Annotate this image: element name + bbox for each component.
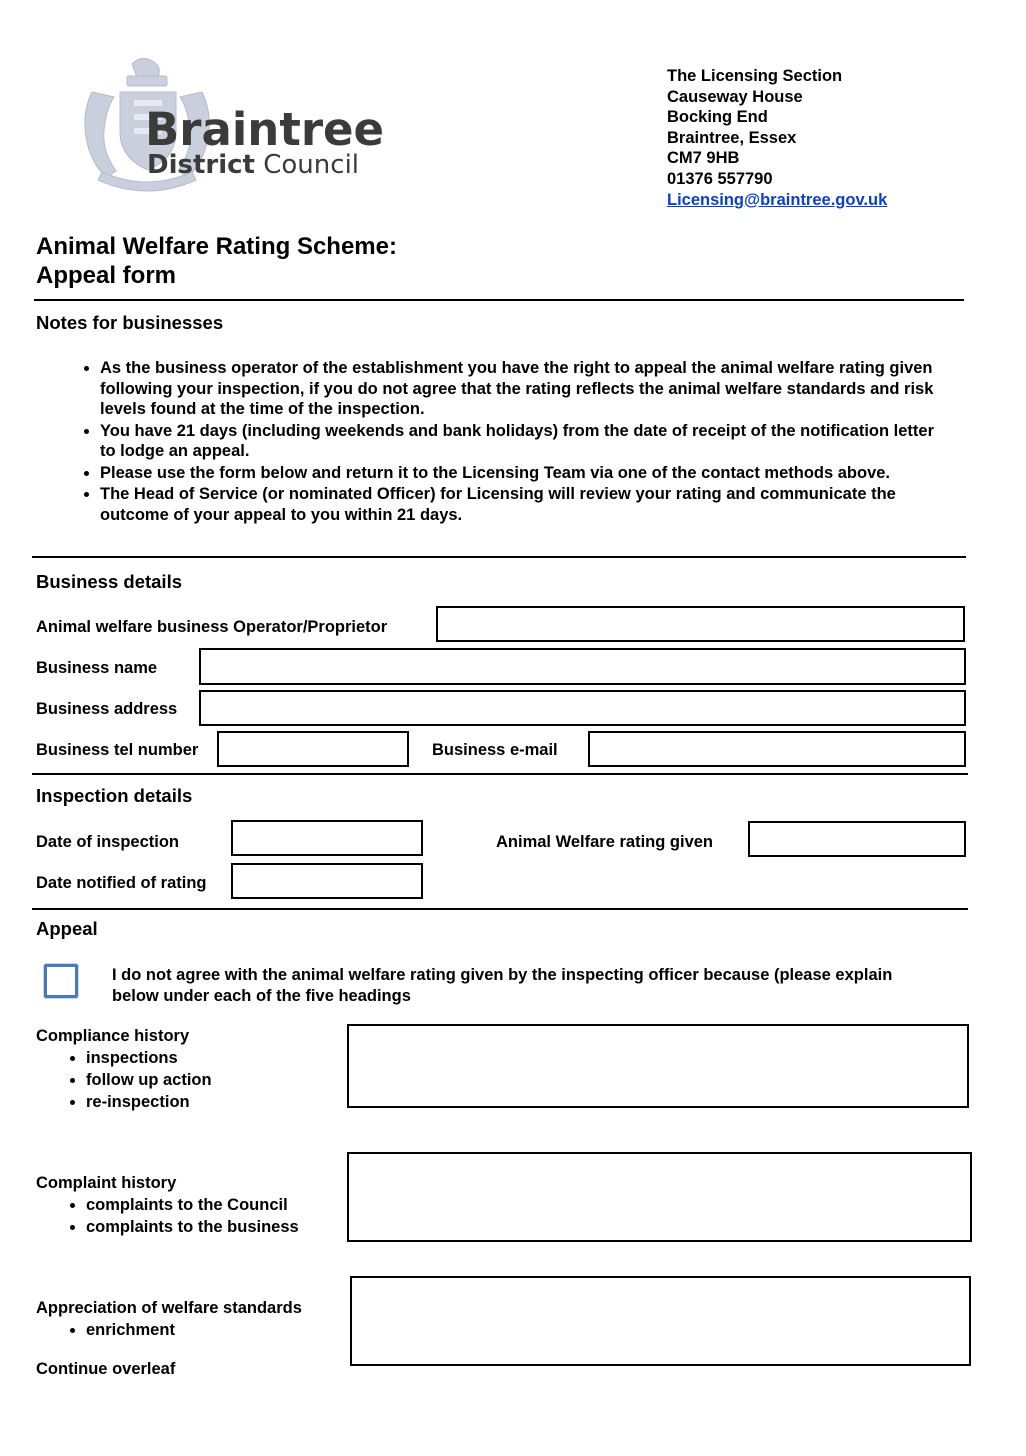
operator-label: Animal welfare business Operator/Proprietor [36, 618, 388, 636]
appeal-heading: Appeal [36, 918, 98, 939]
notes-list [64, 358, 940, 526]
address-line: Bocking End [667, 108, 768, 127]
address-line: The Licensing Section [667, 67, 843, 85]
complaint-history-title: Complaint history [36, 1174, 177, 1192]
logo-wordmark-district-council [147, 150, 359, 180]
disagree-checkbox[interactable] [44, 964, 78, 998]
title-line-2: Appeal form [36, 262, 177, 289]
continue-overleaf: Continue overleaf [36, 1360, 176, 1378]
business-address-field[interactable] [199, 690, 966, 726]
address-line: Causeway House [667, 87, 803, 106]
rating-given-label: Animal Welfare rating given [496, 833, 713, 851]
notes-item: • Please use the form below and return it to the Licensing Team via one of the contact methods above. [100, 463, 940, 484]
compliance-history-section [36, 1025, 336, 1113]
compliance-history-textarea[interactable] [347, 1024, 969, 1108]
notes-item: • As the business operator of the establishment you have the right to appeal the animal welfare rating given following your inspection, if you do not agree that the rating reflects the animal welfare standards and risk levels found at the time of the inspection. [100, 358, 940, 420]
address-line: CM7 9HB [667, 149, 740, 168]
welfare-standards-textarea[interactable] [350, 1276, 971, 1366]
inspection-date-field[interactable] [231, 820, 423, 856]
logo-council: Council [254, 150, 360, 180]
business-tel-label: Business tel number [36, 741, 199, 759]
date-notified-label: Date notified of rating [36, 874, 207, 892]
logo-district: District [147, 150, 255, 180]
disagree-statement: I do not agree with the animal welfare rating given by the inspecting officer because (please explain below under each of the five headings [112, 966, 893, 1005]
business-tel-field[interactable] [217, 731, 409, 767]
address-phone: 01376 557790 [667, 169, 773, 188]
title-line-1: Animal Welfare Rating Scheme: [36, 233, 397, 260]
complaint-history-textarea[interactable] [347, 1152, 972, 1242]
operator-field[interactable] [436, 606, 965, 642]
list-item: • complaints to the Council [86, 1194, 346, 1216]
welfare-standards-title: Appreciation of welfare standards [36, 1299, 302, 1317]
address-line: Braintree, Essex [667, 128, 797, 147]
business-name-field[interactable] [199, 648, 966, 685]
notes-heading: Notes for businesses [36, 312, 224, 333]
list-item: • complaints to the business [86, 1216, 346, 1238]
list-item: • inspections [86, 1047, 336, 1069]
divider [32, 556, 966, 558]
business-name-label: Business name [36, 659, 158, 677]
logo-wordmark-braintree: Braintree [145, 103, 385, 156]
contact-address [667, 66, 887, 210]
licensing-email-link[interactable]: Licensing@braintree.gov.uk [667, 190, 888, 209]
page-title [36, 232, 397, 290]
divider [32, 773, 968, 775]
inspection-heading: Inspection details [36, 785, 193, 806]
list-item: • re-inspection [86, 1091, 336, 1113]
list-item: • enrichment [86, 1319, 346, 1341]
business-heading: Business details [36, 571, 183, 592]
business-email-label: Business e-mail [432, 741, 558, 759]
divider [34, 299, 964, 301]
business-address-label: Business address [36, 700, 178, 718]
rating-given-field[interactable] [748, 821, 966, 857]
inspection-date-label: Date of inspection [36, 833, 180, 851]
notes-item: • The Head of Service (or nominated Officer) for Licensing will review your rating and communicate the outcome of your appeal to you within 21 days. [100, 484, 940, 525]
welfare-standards-section [36, 1297, 346, 1341]
complaint-history-section [36, 1172, 346, 1238]
compliance-history-title: Compliance history [36, 1027, 190, 1045]
divider [32, 908, 968, 910]
date-notified-field[interactable] [231, 863, 423, 899]
notes-item: • You have 21 days (including weekends and bank holidays) from the date of receipt of the notification letter to lodge an appeal. [100, 421, 940, 462]
list-item: • follow up action [86, 1069, 336, 1091]
business-email-field[interactable] [588, 731, 966, 767]
